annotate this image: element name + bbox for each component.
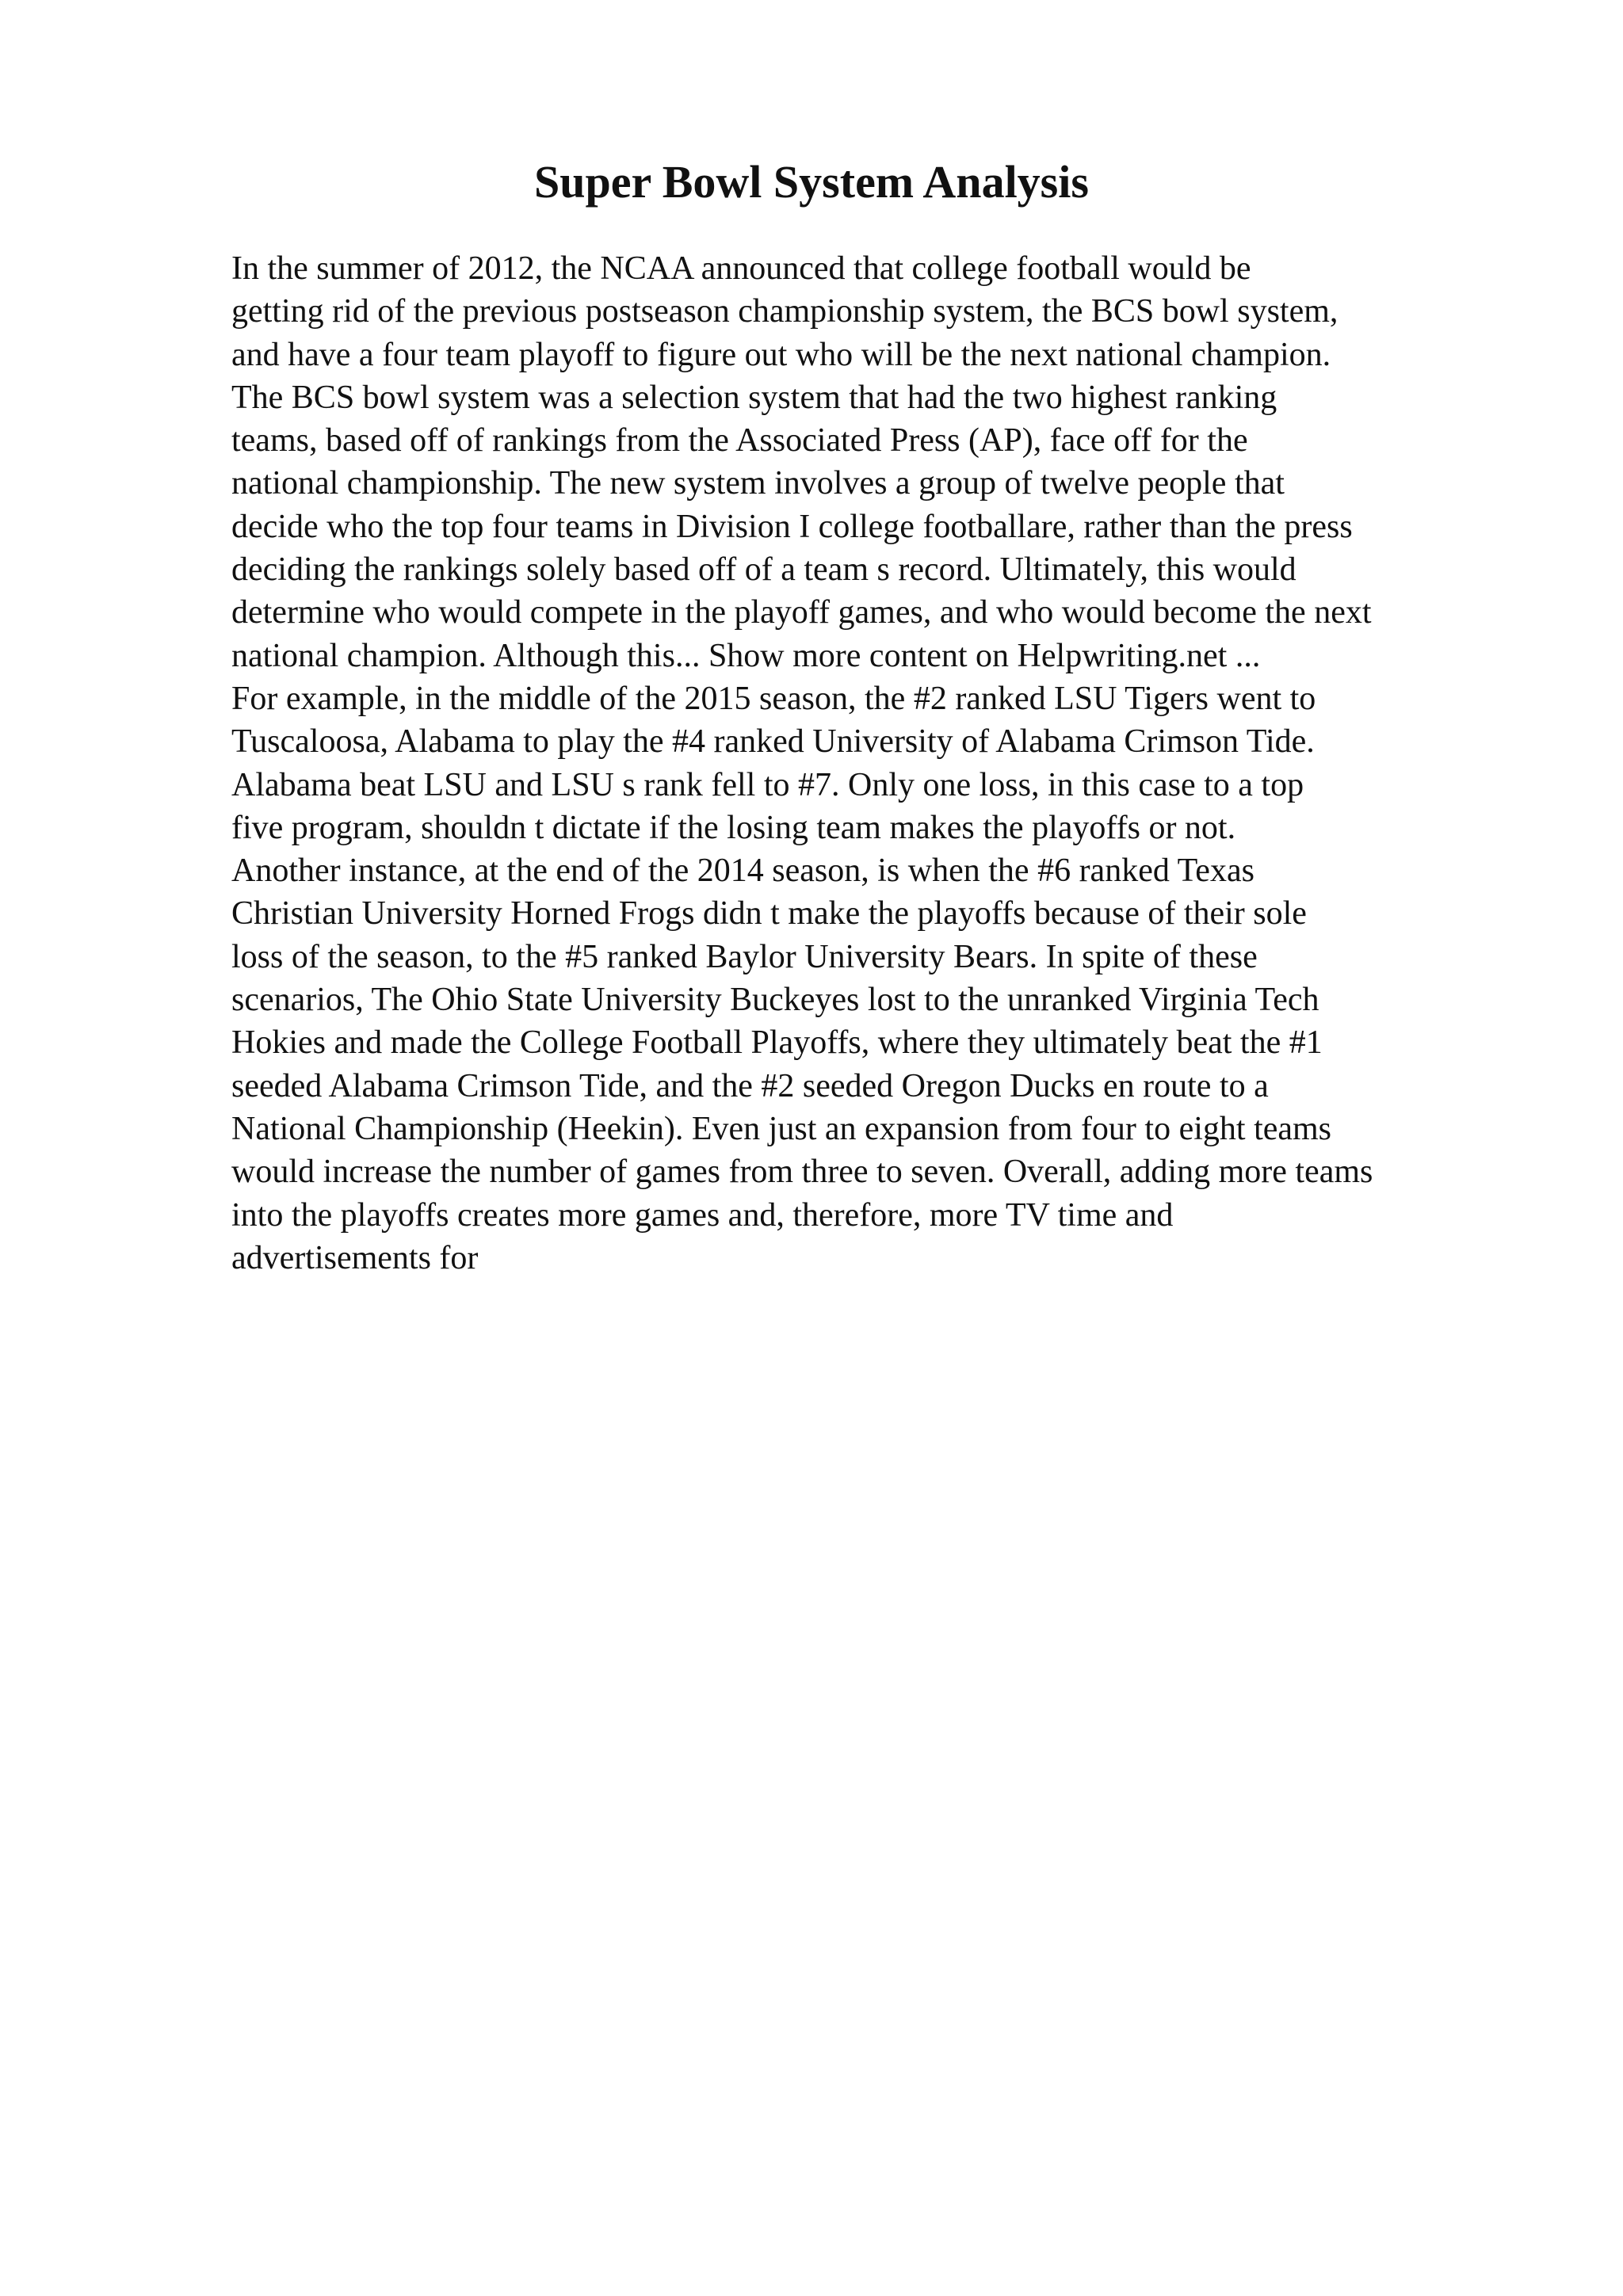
body-line: national championship. The new system involves a group of twelve people that xyxy=(231,465,1285,502)
body-line: For example, in the middle of the 2015 season, the #2 ranked LSU Tigers went to xyxy=(231,680,1316,717)
body-line: loss of the season, to the #5 ranked Baylor University Bears. In spite of these xyxy=(231,938,1258,975)
body-line: Another instance, at the end of the 2014 season, is when the #6 ranked Texas xyxy=(231,852,1254,890)
body-line: into the playoffs creates more games and, therefore, more TV time and xyxy=(231,1196,1174,1234)
body-line: Alabama beat LSU and LSU s rank fell to #7. Only one loss, in this case to a top xyxy=(231,766,1304,803)
body-line: would increase the number of games from three to seven. Overall, adding more teams xyxy=(231,1154,1373,1191)
body-line: Hokies and made the College Football Playoffs, where they ultimately beat the #1 xyxy=(231,1024,1323,1062)
body-line: In the summer of 2012, the NCAA announced that college football would be xyxy=(231,250,1251,287)
body-line: teams, based off of rankings from the Associated Press (AP), face off for the xyxy=(231,422,1248,460)
body-line: Tuscaloosa, Alabama to play the #4 ranked University of Alabama Crimson Tide. xyxy=(231,723,1315,761)
body-line: Christian University Horned Frogs didn t make the playoffs because of their sole xyxy=(231,895,1307,933)
body-line: decide who the top four teams in Division I college footballare, rather than the press xyxy=(231,508,1353,545)
body-line: deciding the rankings solely based off of a team s record. Ultimately, this would xyxy=(231,551,1296,589)
body-line: National Championship (Heekin). Even just an expansion from four to eight teams xyxy=(231,1110,1332,1147)
body-line: getting rid of the previous postseason championship system, the BCS bowl system, xyxy=(231,293,1338,330)
body-line: seeded Alabama Crimson Tide, and the #2 seeded Oregon Ducks en route to a xyxy=(231,1067,1269,1104)
body-line: national champion. Although this... Show more content on Helpwriting.net ... xyxy=(231,637,1261,674)
body-line: The BCS bowl system was a selection system that had the two highest ranking xyxy=(231,379,1277,416)
body-line: determine who would compete in the playoff games, and who would become the next xyxy=(231,594,1372,631)
body-line: scenarios, The Ohio State University Buckeyes lost to the unranked Virginia Tech xyxy=(231,982,1319,1019)
body-line: advertisements for xyxy=(231,1239,479,1276)
body-line: five program, shouldn t dictate if the losing team makes the playoffs or not. xyxy=(231,809,1236,846)
body-line: and have a four team playoff to figure out who will be the next national champion. xyxy=(231,336,1331,373)
document-body xyxy=(231,247,1594,1280)
document-title: Super Bowl System Analysis xyxy=(534,156,1089,208)
